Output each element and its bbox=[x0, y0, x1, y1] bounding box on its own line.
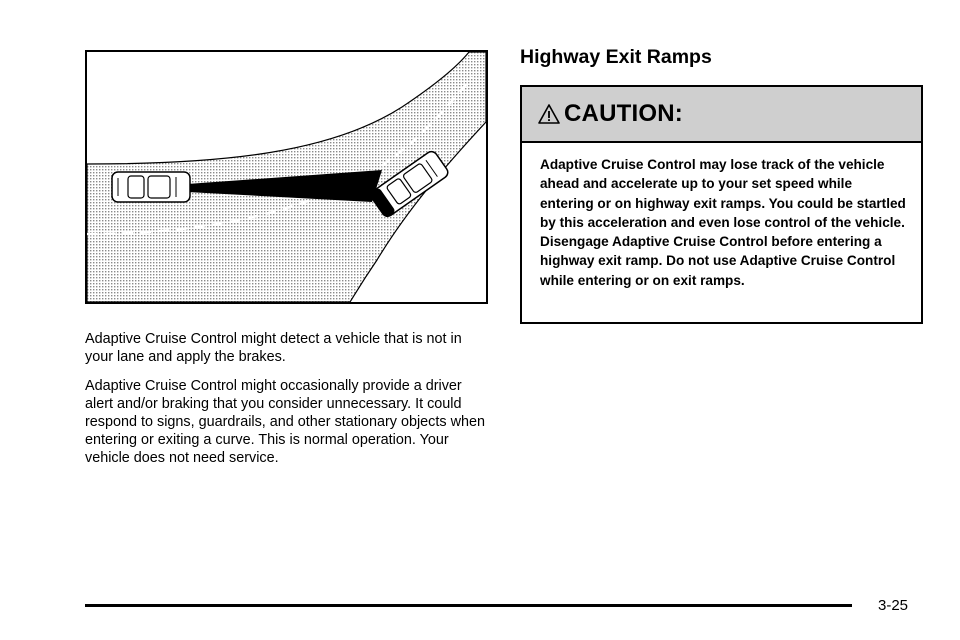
section-title: Highway Exit Ramps bbox=[520, 46, 712, 68]
paragraph-detect-vehicle: Adaptive Cruise Control might detect a vehicle that is not in your lane and apply the brakes. bbox=[85, 331, 462, 365]
caution-body: Adaptive Cruise Control may lose track of the vehicle ahead and accelerate up to your set speed while entering or on highway exit ramps. You could be startled by this acceleration and even lose control of the vehicle. Disengage Adaptive Cruise Control before entering a highway exit ramp. Do not use Adaptive Cruise Control while entering or on exit ramps. bbox=[540, 157, 906, 288]
caution-box bbox=[520, 85, 923, 324]
caution-header bbox=[522, 87, 921, 143]
paragraph-driver-alert: Adaptive Cruise Control might occasionally provide a driver alert and/or braking that you consider unnecessary. It could respond to signs, guardrails, and other stationary objects when entering or exiting a curve. This is normal operation. Your vehicle does not need service. bbox=[85, 378, 485, 466]
own-vehicle bbox=[112, 172, 190, 202]
warning-triangle-icon bbox=[538, 103, 560, 125]
page-number: 3-25 bbox=[878, 597, 909, 614]
caution-title: CAUTION: bbox=[564, 100, 683, 127]
curved-road-diagram bbox=[87, 52, 486, 302]
left-column-text bbox=[85, 330, 490, 478]
footer-rule bbox=[85, 604, 852, 607]
curve-detection-illustration bbox=[85, 50, 488, 304]
